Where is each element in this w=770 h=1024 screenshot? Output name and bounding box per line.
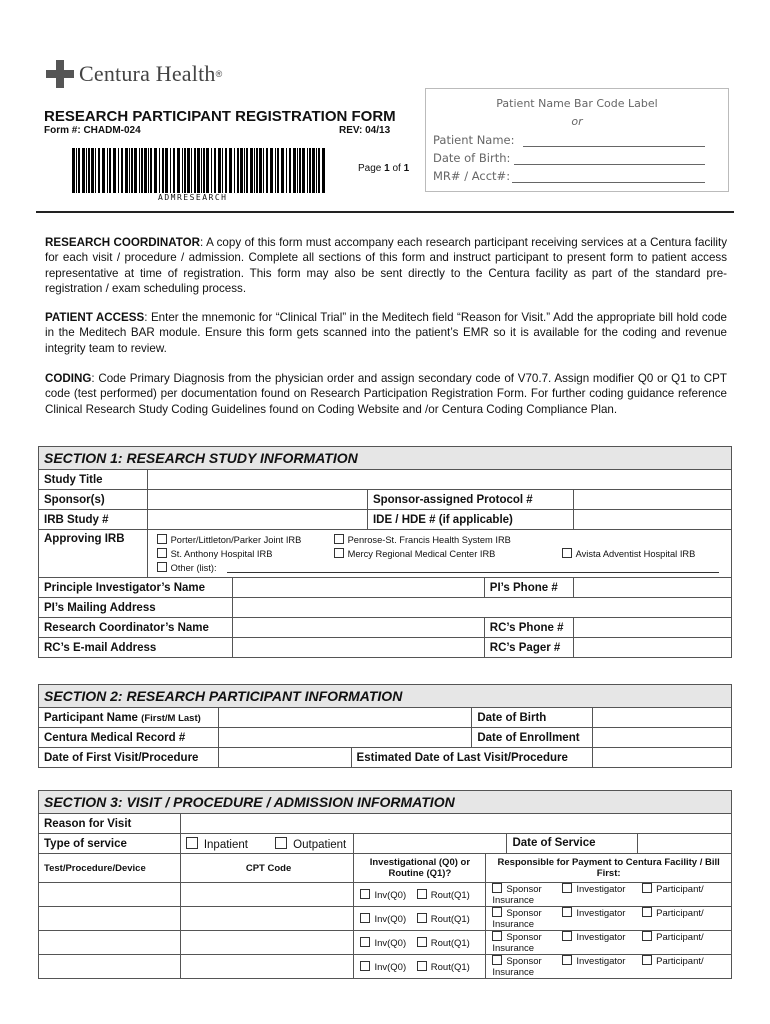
col-invest-header: Investigational (Q0) or Routine (Q1)? [354, 854, 486, 883]
inv-option[interactable]: Inv(Q0) [360, 962, 406, 973]
col-test-header: Test/Procedure/Device [39, 854, 181, 883]
sponsor-option[interactable]: Sponsor [492, 956, 541, 967]
irb-option-porter[interactable]: Porter/Littleton/Parker Joint IRB [157, 534, 302, 547]
investigator-option[interactable]: Investigator [562, 956, 625, 967]
cpt-field[interactable] [180, 955, 354, 979]
service-row [39, 907, 732, 931]
pi-address-label: PI’s Mailing Address [39, 598, 233, 618]
test-field[interactable] [39, 907, 181, 931]
rout-option[interactable]: Rout(Q1) [417, 938, 470, 949]
section1-table [38, 446, 732, 658]
checkbox-icon[interactable] [417, 937, 427, 947]
participant-option[interactable]: Participant/ Insurance [492, 908, 704, 930]
checkbox-icon[interactable] [562, 955, 572, 965]
last-visit-field[interactable] [593, 748, 732, 768]
ide-hde-label: IDE / HDE # (if applicable) [367, 510, 573, 530]
label-box-or: or [571, 115, 583, 128]
checkbox-icon[interactable] [562, 907, 572, 917]
date-of-service-cell [354, 834, 732, 854]
registered-mark: ® [215, 69, 223, 79]
rout-option[interactable]: Rout(Q1) [417, 890, 470, 901]
centura-logo [46, 58, 222, 90]
checkbox-icon[interactable] [562, 931, 572, 941]
checkbox-icon[interactable] [186, 837, 198, 849]
invest-options [354, 955, 486, 979]
cpt-field[interactable] [180, 883, 354, 907]
reason-field[interactable] [180, 814, 731, 834]
participant-name-label: Participant Name (First/M Last) [39, 708, 219, 728]
rc-phone-label: RC’s Phone # [484, 618, 573, 638]
resp-options [486, 955, 732, 979]
last-visit-label: Estimated Date of Last Visit/Procedure [351, 748, 593, 768]
rc-pager-field[interactable] [574, 638, 732, 658]
checkbox-icon[interactable] [562, 883, 572, 893]
investigator-option[interactable]: Investigator [562, 932, 625, 943]
irb-study-field[interactable] [147, 510, 367, 530]
checkbox-icon[interactable] [157, 534, 167, 544]
test-field[interactable] [39, 883, 181, 907]
pi-name-label: Principle Investigator’s Name [39, 578, 233, 598]
patient-label-box [425, 88, 729, 192]
page-number: Page 1 of 1 [358, 163, 410, 174]
patient-name-line[interactable] [523, 146, 705, 147]
checkbox-icon[interactable] [492, 931, 502, 941]
form-title: RESEARCH PARTICIPANT REGISTRATION FORM [44, 108, 396, 125]
enrollment-label: Date of Enrollment [472, 728, 593, 748]
irb-study-label: IRB Study # [39, 510, 148, 530]
reason-label: Reason for Visit [39, 814, 181, 834]
pa-instructions: PATIENT ACCESS: Enter the mnemonic for “Clinical Trial” in the Meditech field “Reason for Visit.” Add the appropriate bill hold code in the Meditech BAR module. Ensure this form gets scanned into the patient’s EMR so it is available for the coding and revenue integrity team to review. [45, 311, 728, 355]
irb-option-other[interactable]: Other (list): [157, 562, 217, 575]
first-visit-field[interactable] [218, 748, 351, 768]
pi-name-field[interactable] [233, 578, 484, 598]
rc-pager-label: RC’s Pager # [484, 638, 573, 658]
first-visit-label: Date of First Visit/Procedure [39, 748, 219, 768]
irb-option-avista[interactable]: Avista Adventist Hospital IRB [562, 548, 696, 561]
section2-table [38, 684, 732, 768]
cross-logo-icon [46, 60, 74, 88]
mr-line[interactable] [512, 182, 705, 183]
checkbox-icon[interactable] [157, 548, 167, 558]
checkbox-icon[interactable] [360, 913, 370, 923]
rc-name-field[interactable] [233, 618, 484, 638]
rc-name-label: Research Coordinator’s Name [39, 618, 233, 638]
invest-options [354, 931, 486, 955]
label-box-title: Patient Name Bar Code Label [496, 97, 658, 110]
rout-option[interactable]: Rout(Q1) [417, 914, 470, 925]
participant-option[interactable]: Participant/ Insurance [492, 956, 704, 978]
outpatient-option[interactable]: Outpatient [275, 839, 346, 851]
ide-hde-field[interactable] [574, 510, 732, 530]
checkbox-icon[interactable] [642, 907, 652, 917]
participant-option[interactable]: Participant/ Insurance [492, 884, 704, 906]
investigator-option[interactable]: Investigator [562, 884, 625, 895]
rc-phone-field[interactable] [574, 618, 732, 638]
irb-other-line[interactable] [227, 572, 719, 573]
type-of-service-options [180, 834, 354, 854]
checkbox-icon[interactable] [360, 889, 370, 899]
sponsor-protocol-field[interactable] [574, 490, 732, 510]
section3-table [38, 790, 732, 979]
test-field[interactable] [39, 955, 181, 979]
inv-option[interactable]: Inv(Q0) [360, 890, 406, 901]
checkbox-icon[interactable] [562, 548, 572, 558]
pi-phone-field[interactable] [574, 578, 732, 598]
header-divider [36, 211, 734, 213]
cpt-field[interactable] [180, 907, 354, 931]
checkbox-icon[interactable] [492, 907, 502, 917]
dob-line[interactable] [514, 164, 705, 165]
checkbox-icon[interactable] [492, 955, 502, 965]
investigator-option[interactable]: Investigator [562, 908, 625, 919]
sponsor-field[interactable] [147, 490, 367, 510]
pi-phone-label: PI’s Phone # [484, 578, 573, 598]
service-row [39, 931, 732, 955]
participant-name-field[interactable] [218, 708, 472, 728]
study-title-label: Study Title [39, 470, 148, 490]
rc-email-field[interactable] [233, 638, 484, 658]
study-title-field[interactable] [147, 470, 731, 490]
sponsor-protocol-label: Sponsor-assigned Protocol # [367, 490, 573, 510]
dob-label-s2: Date of Birth [472, 708, 593, 728]
service-row [39, 955, 732, 979]
checkbox-icon[interactable] [360, 937, 370, 947]
invest-options [354, 907, 486, 931]
pi-address-field[interactable] [233, 598, 732, 618]
rout-option[interactable]: Rout(Q1) [417, 962, 470, 973]
section2-title: SECTION 2: RESEARCH PARTICIPANT INFORMATION [39, 685, 732, 708]
invest-options [354, 883, 486, 907]
checkbox-icon[interactable] [275, 837, 287, 849]
test-field[interactable] [39, 931, 181, 955]
checkbox-icon[interactable] [492, 883, 502, 893]
checkbox-icon[interactable] [157, 562, 167, 572]
coding-instructions: CODING: Code Primary Diagnosis from the physician order and assign secondary code of V70.7. Assign modifier Q0 or Q1 to CPT code (test performed) per documentation found on Research Participation Registration Form. For further coding guidance reference Clinical Research Study Coding Guidelines found on Coding Website and /or Centura Coding Compliance Plan. [45, 372, 727, 416]
service-row [39, 883, 732, 907]
inpatient-option[interactable]: Inpatient [186, 839, 248, 851]
col-cpt-header: CPT Code [180, 854, 354, 883]
date-of-service-field[interactable] [637, 834, 731, 853]
date-of-service-label: Date of Service [506, 834, 637, 853]
form-revision: REV: 04/13 [339, 125, 391, 136]
resp-options [486, 907, 732, 931]
col-resp-header: Responsible for Payment to Centura Facility / Bill First: [486, 854, 732, 883]
rc-instructions: RESEARCH COORDINATOR: A copy of this form must accompany each research participant receiving services at a Centura facility for each visit / procedure / admission. Complete all sections of this form and instruct participant to present form to patient access representative at time of registration. This form may also be sent directly to the Centura facility as part of the standard pre-registration / exam scheduling process. [45, 236, 727, 296]
checkbox-icon[interactable] [642, 883, 652, 893]
inv-option[interactable]: Inv(Q0) [360, 914, 406, 925]
participant-option[interactable]: Participant/ Insurance [492, 932, 704, 954]
enrollment-field[interactable] [593, 728, 732, 748]
irb-option-penrose[interactable]: Penrose-St. Francis Health System IRB [334, 534, 511, 547]
barcode [72, 148, 328, 193]
mr-label: MR# / Acct#: [433, 169, 511, 183]
sponsor-option[interactable]: Sponsor [492, 884, 541, 895]
checkbox-icon[interactable] [334, 548, 344, 558]
form-number: Form #: CHADM-024 [44, 125, 141, 136]
resp-options [486, 931, 732, 955]
mrn-field[interactable] [218, 728, 472, 748]
irb-option-st-anthony[interactable]: St. Anthony Hospital IRB [157, 548, 273, 561]
inv-option[interactable]: Inv(Q0) [360, 938, 406, 949]
checkbox-icon[interactable] [360, 961, 370, 971]
patient-name-label: Patient Name: [433, 133, 515, 147]
checkbox-icon[interactable] [417, 913, 427, 923]
section1-title: SECTION 1: RESEARCH STUDY INFORMATION [39, 447, 732, 470]
checkbox-icon[interactable] [334, 534, 344, 544]
dob-field-s2[interactable] [593, 708, 732, 728]
barcode-text: ADMRESEARCH [158, 193, 228, 202]
mrn-label: Centura Medical Record # [39, 728, 219, 748]
dob-label: Date of Birth: [433, 151, 511, 165]
approving-irb-options [147, 530, 731, 578]
logo-text: Centura Health [79, 61, 216, 86]
irb-option-mercy[interactable]: Mercy Regional Medical Center IRB [334, 548, 496, 561]
checkbox-icon[interactable] [642, 955, 652, 965]
sponsor-option[interactable]: Sponsor [492, 932, 541, 943]
section3-title: SECTION 3: VISIT / PROCEDURE / ADMISSION INFORMATION [39, 791, 732, 814]
cpt-field[interactable] [180, 931, 354, 955]
resp-options [486, 883, 732, 907]
approving-irb-label: Approving IRB [39, 530, 148, 578]
type-of-service-label: Type of service [39, 834, 181, 854]
sponsor-option[interactable]: Sponsor [492, 908, 541, 919]
checkbox-icon[interactable] [417, 889, 427, 899]
checkbox-icon[interactable] [417, 961, 427, 971]
checkbox-icon[interactable] [642, 931, 652, 941]
rc-email-label: RC’s E-mail Address [39, 638, 233, 658]
sponsor-label: Sponsor(s) [39, 490, 148, 510]
